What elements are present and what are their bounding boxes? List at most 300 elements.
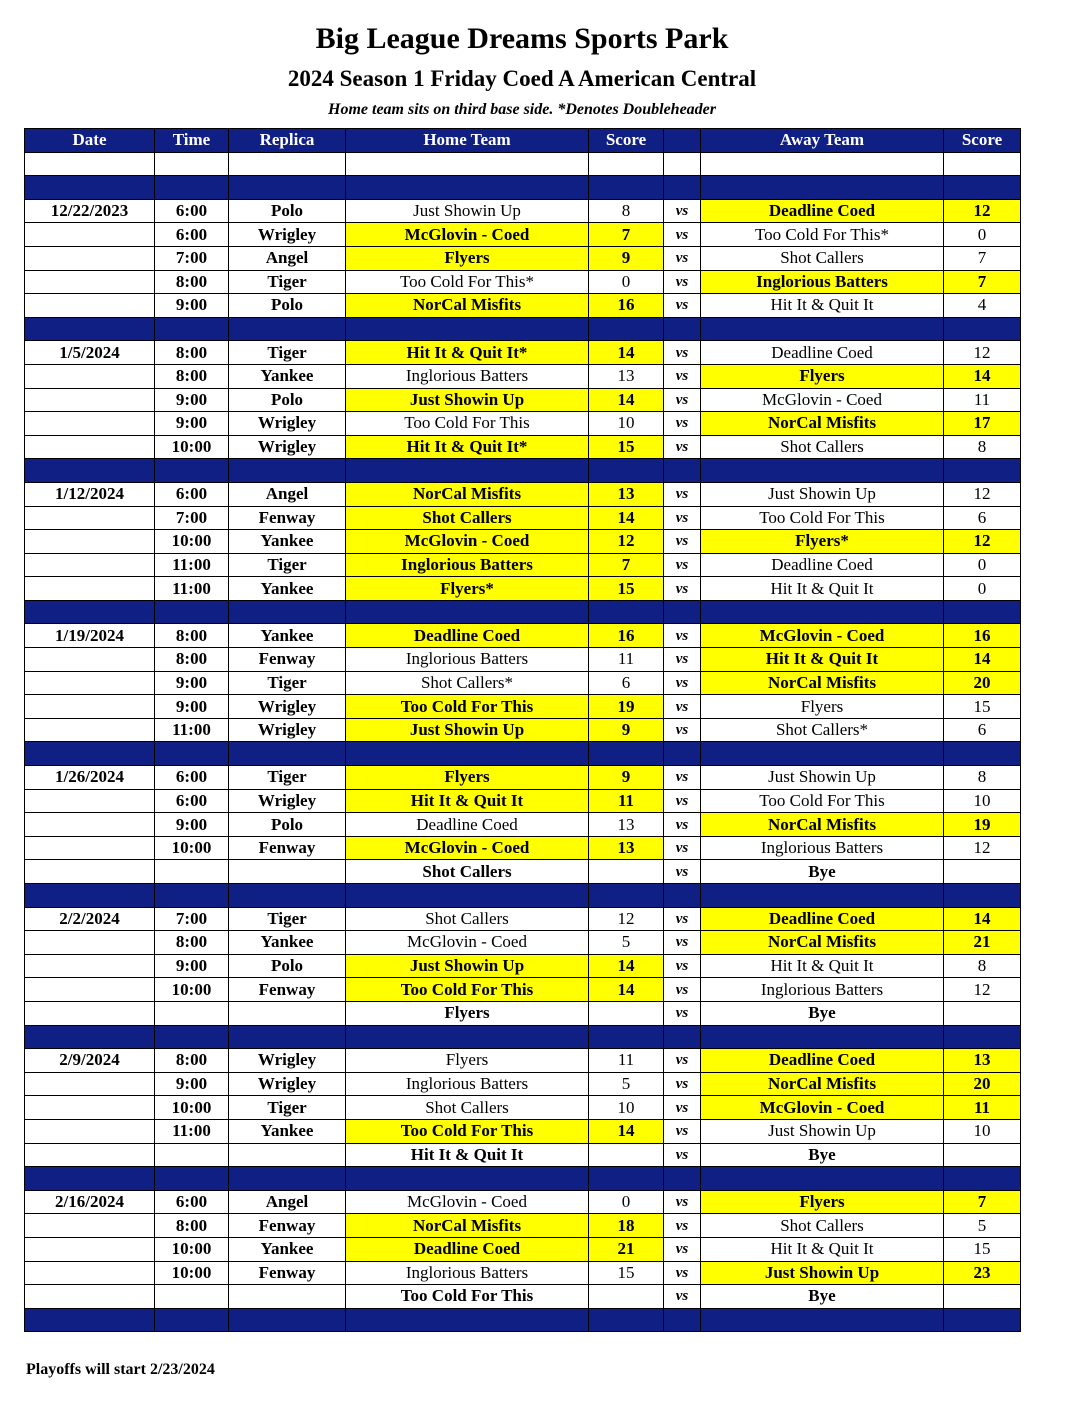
away-score-cell: 10: [944, 1119, 1021, 1143]
replica-cell: Wrigley: [229, 695, 346, 719]
time-cell: [155, 1143, 229, 1167]
empty-cell: [346, 742, 589, 766]
away-team-cell: Shot Callers: [701, 1214, 944, 1238]
home-score-cell: 10: [589, 1096, 664, 1120]
schedule-body: [25, 152, 1021, 1332]
away-team-cell: McGlovin - Coed: [701, 1096, 944, 1120]
empty-cell: [664, 884, 701, 908]
vs-cell: vs: [664, 1261, 701, 1285]
empty-cell: [25, 742, 155, 766]
away-team-cell: Bye: [701, 1143, 944, 1167]
empty-cell: [701, 152, 944, 176]
replica-cell: Yankee: [229, 931, 346, 955]
home-team-cell: NorCal Misfits: [346, 482, 589, 506]
away-score-cell: 12: [944, 482, 1021, 506]
game-row: [25, 907, 1021, 931]
time-cell: 6:00: [155, 789, 229, 813]
away-team-cell: Deadline Coed: [701, 341, 944, 365]
away-team-cell: Too Cold For This: [701, 789, 944, 813]
home-team-cell: Inglorious Batters: [346, 1261, 589, 1285]
vs-cell: vs: [664, 294, 701, 318]
home-score-cell: [589, 1001, 664, 1025]
away-score-cell: 17: [944, 412, 1021, 436]
week-separator-row: [25, 884, 1021, 908]
empty-cell: [944, 742, 1021, 766]
empty-cell: [346, 459, 589, 483]
empty-cell: [229, 1167, 346, 1191]
time-cell: 9:00: [155, 412, 229, 436]
home-team-cell: Flyers: [346, 1049, 589, 1073]
vs-cell: vs: [664, 435, 701, 459]
vs-cell: vs: [664, 1214, 701, 1238]
empty-cell: [701, 742, 944, 766]
empty-cell: [944, 1025, 1021, 1049]
date-cell: 1/19/2024: [25, 624, 155, 648]
empty-cell: [589, 600, 664, 624]
empty-cell: [155, 1308, 229, 1332]
home-team-cell: Just Showin Up: [346, 954, 589, 978]
replica-cell: Wrigley: [229, 412, 346, 436]
date-cell: [25, 836, 155, 860]
away-score-cell: 7: [944, 270, 1021, 294]
home-team-cell: McGlovin - Coed: [346, 931, 589, 955]
replica-cell: Wrigley: [229, 1072, 346, 1096]
time-cell: 9:00: [155, 813, 229, 837]
away-team-cell: McGlovin - Coed: [701, 624, 944, 648]
home-score-cell: 14: [589, 954, 664, 978]
vs-cell: vs: [664, 506, 701, 530]
game-row: [25, 813, 1021, 837]
replica-cell: Tiger: [229, 270, 346, 294]
empty-cell: [944, 600, 1021, 624]
empty-cell: [589, 742, 664, 766]
away-score-cell: 15: [944, 695, 1021, 719]
home-team-cell: Shot Callers: [346, 506, 589, 530]
time-cell: 8:00: [155, 1214, 229, 1238]
replica-cell: [229, 1001, 346, 1025]
replica-cell: Polo: [229, 813, 346, 837]
home-team-cell: McGlovin - Coed: [346, 530, 589, 554]
time-cell: 6:00: [155, 1190, 229, 1214]
away-team-cell: NorCal Misfits: [701, 412, 944, 436]
replica-cell: Yankee: [229, 364, 346, 388]
time-cell: 9:00: [155, 695, 229, 719]
empty-cell: [25, 317, 155, 341]
empty-cell: [229, 317, 346, 341]
vs-cell: vs: [664, 695, 701, 719]
time-cell: 10:00: [155, 1096, 229, 1120]
date-cell: [25, 1143, 155, 1167]
replica-cell: Wrigley: [229, 435, 346, 459]
vs-cell: vs: [664, 1049, 701, 1073]
home-team-cell: Shot Callers: [346, 1096, 589, 1120]
date-cell: [25, 978, 155, 1002]
home-score-cell: 15: [589, 435, 664, 459]
home-team-cell: McGlovin - Coed: [346, 223, 589, 247]
home-score-cell: 18: [589, 1214, 664, 1238]
home-team-cell: Too Cold For This: [346, 412, 589, 436]
home-team-cell: Flyers: [346, 766, 589, 790]
empty-cell: [25, 459, 155, 483]
empty-cell: [589, 1025, 664, 1049]
date-cell: 1/5/2024: [25, 341, 155, 365]
date-cell: [25, 1285, 155, 1309]
vs-cell: vs: [664, 789, 701, 813]
home-team-cell: Flyers: [346, 1001, 589, 1025]
away-score-cell: 11: [944, 388, 1021, 412]
empty-cell: [701, 459, 944, 483]
away-team-cell: NorCal Misfits: [701, 813, 944, 837]
vs-cell: vs: [664, 388, 701, 412]
away-score-cell: 11: [944, 1096, 1021, 1120]
bye-row: [25, 1001, 1021, 1025]
away-team-cell: Deadline Coed: [701, 1049, 944, 1073]
away-team-cell: Inglorious Batters: [701, 978, 944, 1002]
away-score-cell: 7: [944, 1190, 1021, 1214]
empty-cell: [229, 176, 346, 200]
date-cell: [25, 553, 155, 577]
vs-cell: vs: [664, 1001, 701, 1025]
game-row: [25, 648, 1021, 672]
empty-cell: [25, 1025, 155, 1049]
home-score-cell: 12: [589, 530, 664, 554]
schedule-table: [24, 128, 1021, 1332]
replica-cell: Yankee: [229, 624, 346, 648]
week-separator-row: [25, 600, 1021, 624]
bye-row: [25, 1285, 1021, 1309]
empty-cell: [944, 459, 1021, 483]
game-row: [25, 1072, 1021, 1096]
away-team-cell: NorCal Misfits: [701, 931, 944, 955]
empty-cell: [25, 1167, 155, 1191]
vs-cell: vs: [664, 246, 701, 270]
header-home-team: Home Team: [346, 129, 589, 153]
empty-cell: [701, 884, 944, 908]
replica-cell: Polo: [229, 294, 346, 318]
away-score-cell: [944, 1001, 1021, 1025]
empty-cell: [589, 1167, 664, 1191]
game-row: [25, 412, 1021, 436]
time-cell: 9:00: [155, 954, 229, 978]
replica-cell: Wrigley: [229, 718, 346, 742]
replica-cell: Angel: [229, 246, 346, 270]
game-row: [25, 624, 1021, 648]
header-vs: [664, 129, 701, 153]
vs-cell: vs: [664, 577, 701, 601]
week-separator-row: [25, 1025, 1021, 1049]
away-team-cell: Flyers*: [701, 530, 944, 554]
away-score-cell: 16: [944, 624, 1021, 648]
date-cell: [25, 530, 155, 554]
away-score-cell: 4: [944, 294, 1021, 318]
home-team-cell: Inglorious Batters: [346, 1072, 589, 1096]
week-separator-row: [25, 317, 1021, 341]
time-cell: 11:00: [155, 577, 229, 601]
empty-cell: [701, 1025, 944, 1049]
date-cell: [25, 954, 155, 978]
date-cell: [25, 223, 155, 247]
home-score-cell: 5: [589, 1072, 664, 1096]
time-cell: 11:00: [155, 553, 229, 577]
home-score-cell: 16: [589, 294, 664, 318]
game-row: [25, 530, 1021, 554]
time-cell: 9:00: [155, 671, 229, 695]
empty-cell: [701, 317, 944, 341]
empty-cell: [664, 152, 701, 176]
empty-cell: [346, 176, 589, 200]
replica-cell: Tiger: [229, 671, 346, 695]
home-team-cell: McGlovin - Coed: [346, 836, 589, 860]
replica-cell: Angel: [229, 482, 346, 506]
replica-cell: Tiger: [229, 1096, 346, 1120]
date-cell: [25, 506, 155, 530]
replica-cell: Fenway: [229, 978, 346, 1002]
date-cell: [25, 412, 155, 436]
empty-cell: [155, 152, 229, 176]
date-cell: 12/22/2023: [25, 199, 155, 223]
away-team-cell: Hit It & Quit It: [701, 648, 944, 672]
away-team-cell: Just Showin Up: [701, 1261, 944, 1285]
time-cell: 8:00: [155, 648, 229, 672]
empty-cell: [589, 884, 664, 908]
home-score-cell: 13: [589, 364, 664, 388]
empty-cell: [664, 742, 701, 766]
empty-cell: [155, 600, 229, 624]
home-score-cell: [589, 1143, 664, 1167]
away-score-cell: 8: [944, 766, 1021, 790]
date-cell: [25, 789, 155, 813]
time-cell: [155, 1285, 229, 1309]
home-team-cell: Hit It & Quit It: [346, 1143, 589, 1167]
away-score-cell: 6: [944, 718, 1021, 742]
vs-cell: vs: [664, 199, 701, 223]
empty-cell: [25, 1308, 155, 1332]
game-row: [25, 766, 1021, 790]
empty-cell: [664, 600, 701, 624]
date-cell: [25, 648, 155, 672]
blank-row: [25, 152, 1021, 176]
away-team-cell: Bye: [701, 1001, 944, 1025]
game-row: [25, 978, 1021, 1002]
game-row: [25, 553, 1021, 577]
home-score-cell: 14: [589, 341, 664, 365]
away-team-cell: Shot Callers*: [701, 718, 944, 742]
away-score-cell: 5: [944, 1214, 1021, 1238]
game-row: [25, 671, 1021, 695]
game-row: [25, 199, 1021, 223]
time-cell: 8:00: [155, 931, 229, 955]
home-score-cell: 6: [589, 671, 664, 695]
time-cell: 8:00: [155, 270, 229, 294]
vs-cell: vs: [664, 482, 701, 506]
header-away-score: Score: [944, 129, 1021, 153]
game-row: [25, 1214, 1021, 1238]
vs-cell: vs: [664, 671, 701, 695]
away-score-cell: 12: [944, 836, 1021, 860]
empty-cell: [701, 600, 944, 624]
vs-cell: vs: [664, 1190, 701, 1214]
empty-cell: [701, 1308, 944, 1332]
replica-cell: Tiger: [229, 341, 346, 365]
empty-cell: [229, 459, 346, 483]
away-team-cell: Deadline Coed: [701, 553, 944, 577]
game-row: [25, 341, 1021, 365]
home-score-cell: 5: [589, 931, 664, 955]
away-score-cell: 8: [944, 954, 1021, 978]
vs-cell: vs: [664, 341, 701, 365]
empty-cell: [25, 176, 155, 200]
empty-cell: [664, 317, 701, 341]
replica-cell: Fenway: [229, 1214, 346, 1238]
game-row: [25, 1261, 1021, 1285]
home-score-cell: 21: [589, 1237, 664, 1261]
game-row: [25, 506, 1021, 530]
away-score-cell: [944, 860, 1021, 884]
home-score-cell: [589, 1285, 664, 1309]
empty-cell: [229, 884, 346, 908]
away-team-cell: Hit It & Quit It: [701, 1237, 944, 1261]
home-team-cell: NorCal Misfits: [346, 1214, 589, 1238]
home-team-cell: Hit It & Quit It*: [346, 435, 589, 459]
home-team-cell: Too Cold For This*: [346, 270, 589, 294]
empty-cell: [155, 884, 229, 908]
home-team-cell: Shot Callers*: [346, 671, 589, 695]
time-cell: [155, 1001, 229, 1025]
vs-cell: vs: [664, 553, 701, 577]
replica-cell: Polo: [229, 199, 346, 223]
replica-cell: Polo: [229, 954, 346, 978]
vs-cell: vs: [664, 223, 701, 247]
empty-cell: [155, 317, 229, 341]
home-score-cell: 12: [589, 907, 664, 931]
home-team-cell: Too Cold For This: [346, 695, 589, 719]
empty-cell: [25, 884, 155, 908]
away-score-cell: 0: [944, 223, 1021, 247]
date-cell: [25, 364, 155, 388]
vs-cell: vs: [664, 1285, 701, 1309]
date-cell: [25, 718, 155, 742]
vs-cell: vs: [664, 364, 701, 388]
empty-cell: [944, 317, 1021, 341]
home-score-cell: 11: [589, 1049, 664, 1073]
away-score-cell: 14: [944, 648, 1021, 672]
time-cell: 10:00: [155, 435, 229, 459]
date-cell: [25, 294, 155, 318]
game-row: [25, 1049, 1021, 1073]
date-cell: 1/26/2024: [25, 766, 155, 790]
away-team-cell: NorCal Misfits: [701, 671, 944, 695]
game-row: [25, 364, 1021, 388]
away-team-cell: Shot Callers: [701, 246, 944, 270]
replica-cell: Tiger: [229, 766, 346, 790]
empty-cell: [229, 1025, 346, 1049]
away-team-cell: Bye: [701, 860, 944, 884]
home-score-cell: 15: [589, 577, 664, 601]
time-cell: 11:00: [155, 1119, 229, 1143]
replica-cell: Fenway: [229, 506, 346, 530]
empty-cell: [589, 317, 664, 341]
header-replica: Replica: [229, 129, 346, 153]
away-team-cell: Too Cold For This: [701, 506, 944, 530]
week-separator-row: [25, 1167, 1021, 1191]
week-separator-row: [25, 742, 1021, 766]
home-team-cell: Shot Callers: [346, 907, 589, 931]
time-cell: 6:00: [155, 223, 229, 247]
away-team-cell: Hit It & Quit It: [701, 294, 944, 318]
home-team-cell: Shot Callers: [346, 860, 589, 884]
empty-cell: [701, 176, 944, 200]
home-score-cell: 15: [589, 1261, 664, 1285]
replica-cell: Wrigley: [229, 223, 346, 247]
empty-cell: [346, 1167, 589, 1191]
game-row: [25, 695, 1021, 719]
empty-cell: [944, 152, 1021, 176]
away-team-cell: Just Showin Up: [701, 1119, 944, 1143]
away-team-cell: Hit It & Quit It: [701, 954, 944, 978]
away-team-cell: Flyers: [701, 695, 944, 719]
home-score-cell: 14: [589, 978, 664, 1002]
vs-cell: vs: [664, 907, 701, 931]
empty-cell: [664, 1025, 701, 1049]
date-cell: [25, 1001, 155, 1025]
vs-cell: vs: [664, 836, 701, 860]
replica-cell: [229, 1285, 346, 1309]
home-team-cell: Hit It & Quit It*: [346, 341, 589, 365]
time-cell: 10:00: [155, 530, 229, 554]
away-team-cell: Flyers: [701, 364, 944, 388]
empty-cell: [944, 884, 1021, 908]
replica-cell: [229, 1143, 346, 1167]
game-row: [25, 718, 1021, 742]
vs-cell: vs: [664, 1143, 701, 1167]
time-cell: 10:00: [155, 836, 229, 860]
bye-row: [25, 860, 1021, 884]
away-team-cell: NorCal Misfits: [701, 1072, 944, 1096]
header-row: [25, 129, 1021, 153]
replica-cell: Tiger: [229, 553, 346, 577]
empty-cell: [25, 600, 155, 624]
home-score-cell: 10: [589, 412, 664, 436]
date-cell: [25, 577, 155, 601]
header-home-score: Score: [589, 129, 664, 153]
home-team-cell: Deadline Coed: [346, 1237, 589, 1261]
away-team-cell: Flyers: [701, 1190, 944, 1214]
time-cell: 10:00: [155, 1237, 229, 1261]
away-score-cell: 15: [944, 1237, 1021, 1261]
empty-cell: [664, 176, 701, 200]
home-team-cell: Too Cold For This: [346, 978, 589, 1002]
away-team-cell: Bye: [701, 1285, 944, 1309]
away-score-cell: 23: [944, 1261, 1021, 1285]
away-team-cell: Too Cold For This*: [701, 223, 944, 247]
week-separator-row: [25, 1308, 1021, 1332]
empty-cell: [346, 152, 589, 176]
empty-cell: [229, 600, 346, 624]
away-score-cell: 14: [944, 364, 1021, 388]
empty-cell: [346, 1308, 589, 1332]
vs-cell: vs: [664, 412, 701, 436]
game-row: [25, 1096, 1021, 1120]
empty-cell: [701, 1167, 944, 1191]
home-score-cell: 11: [589, 789, 664, 813]
away-team-cell: Hit It & Quit It: [701, 577, 944, 601]
date-cell: [25, 1119, 155, 1143]
home-score-cell: 9: [589, 718, 664, 742]
playoffs-note: Playoffs will start 2/23/2024: [26, 1361, 215, 1378]
home-team-cell: Inglorious Batters: [346, 364, 589, 388]
empty-cell: [944, 1308, 1021, 1332]
replica-cell: Angel: [229, 1190, 346, 1214]
